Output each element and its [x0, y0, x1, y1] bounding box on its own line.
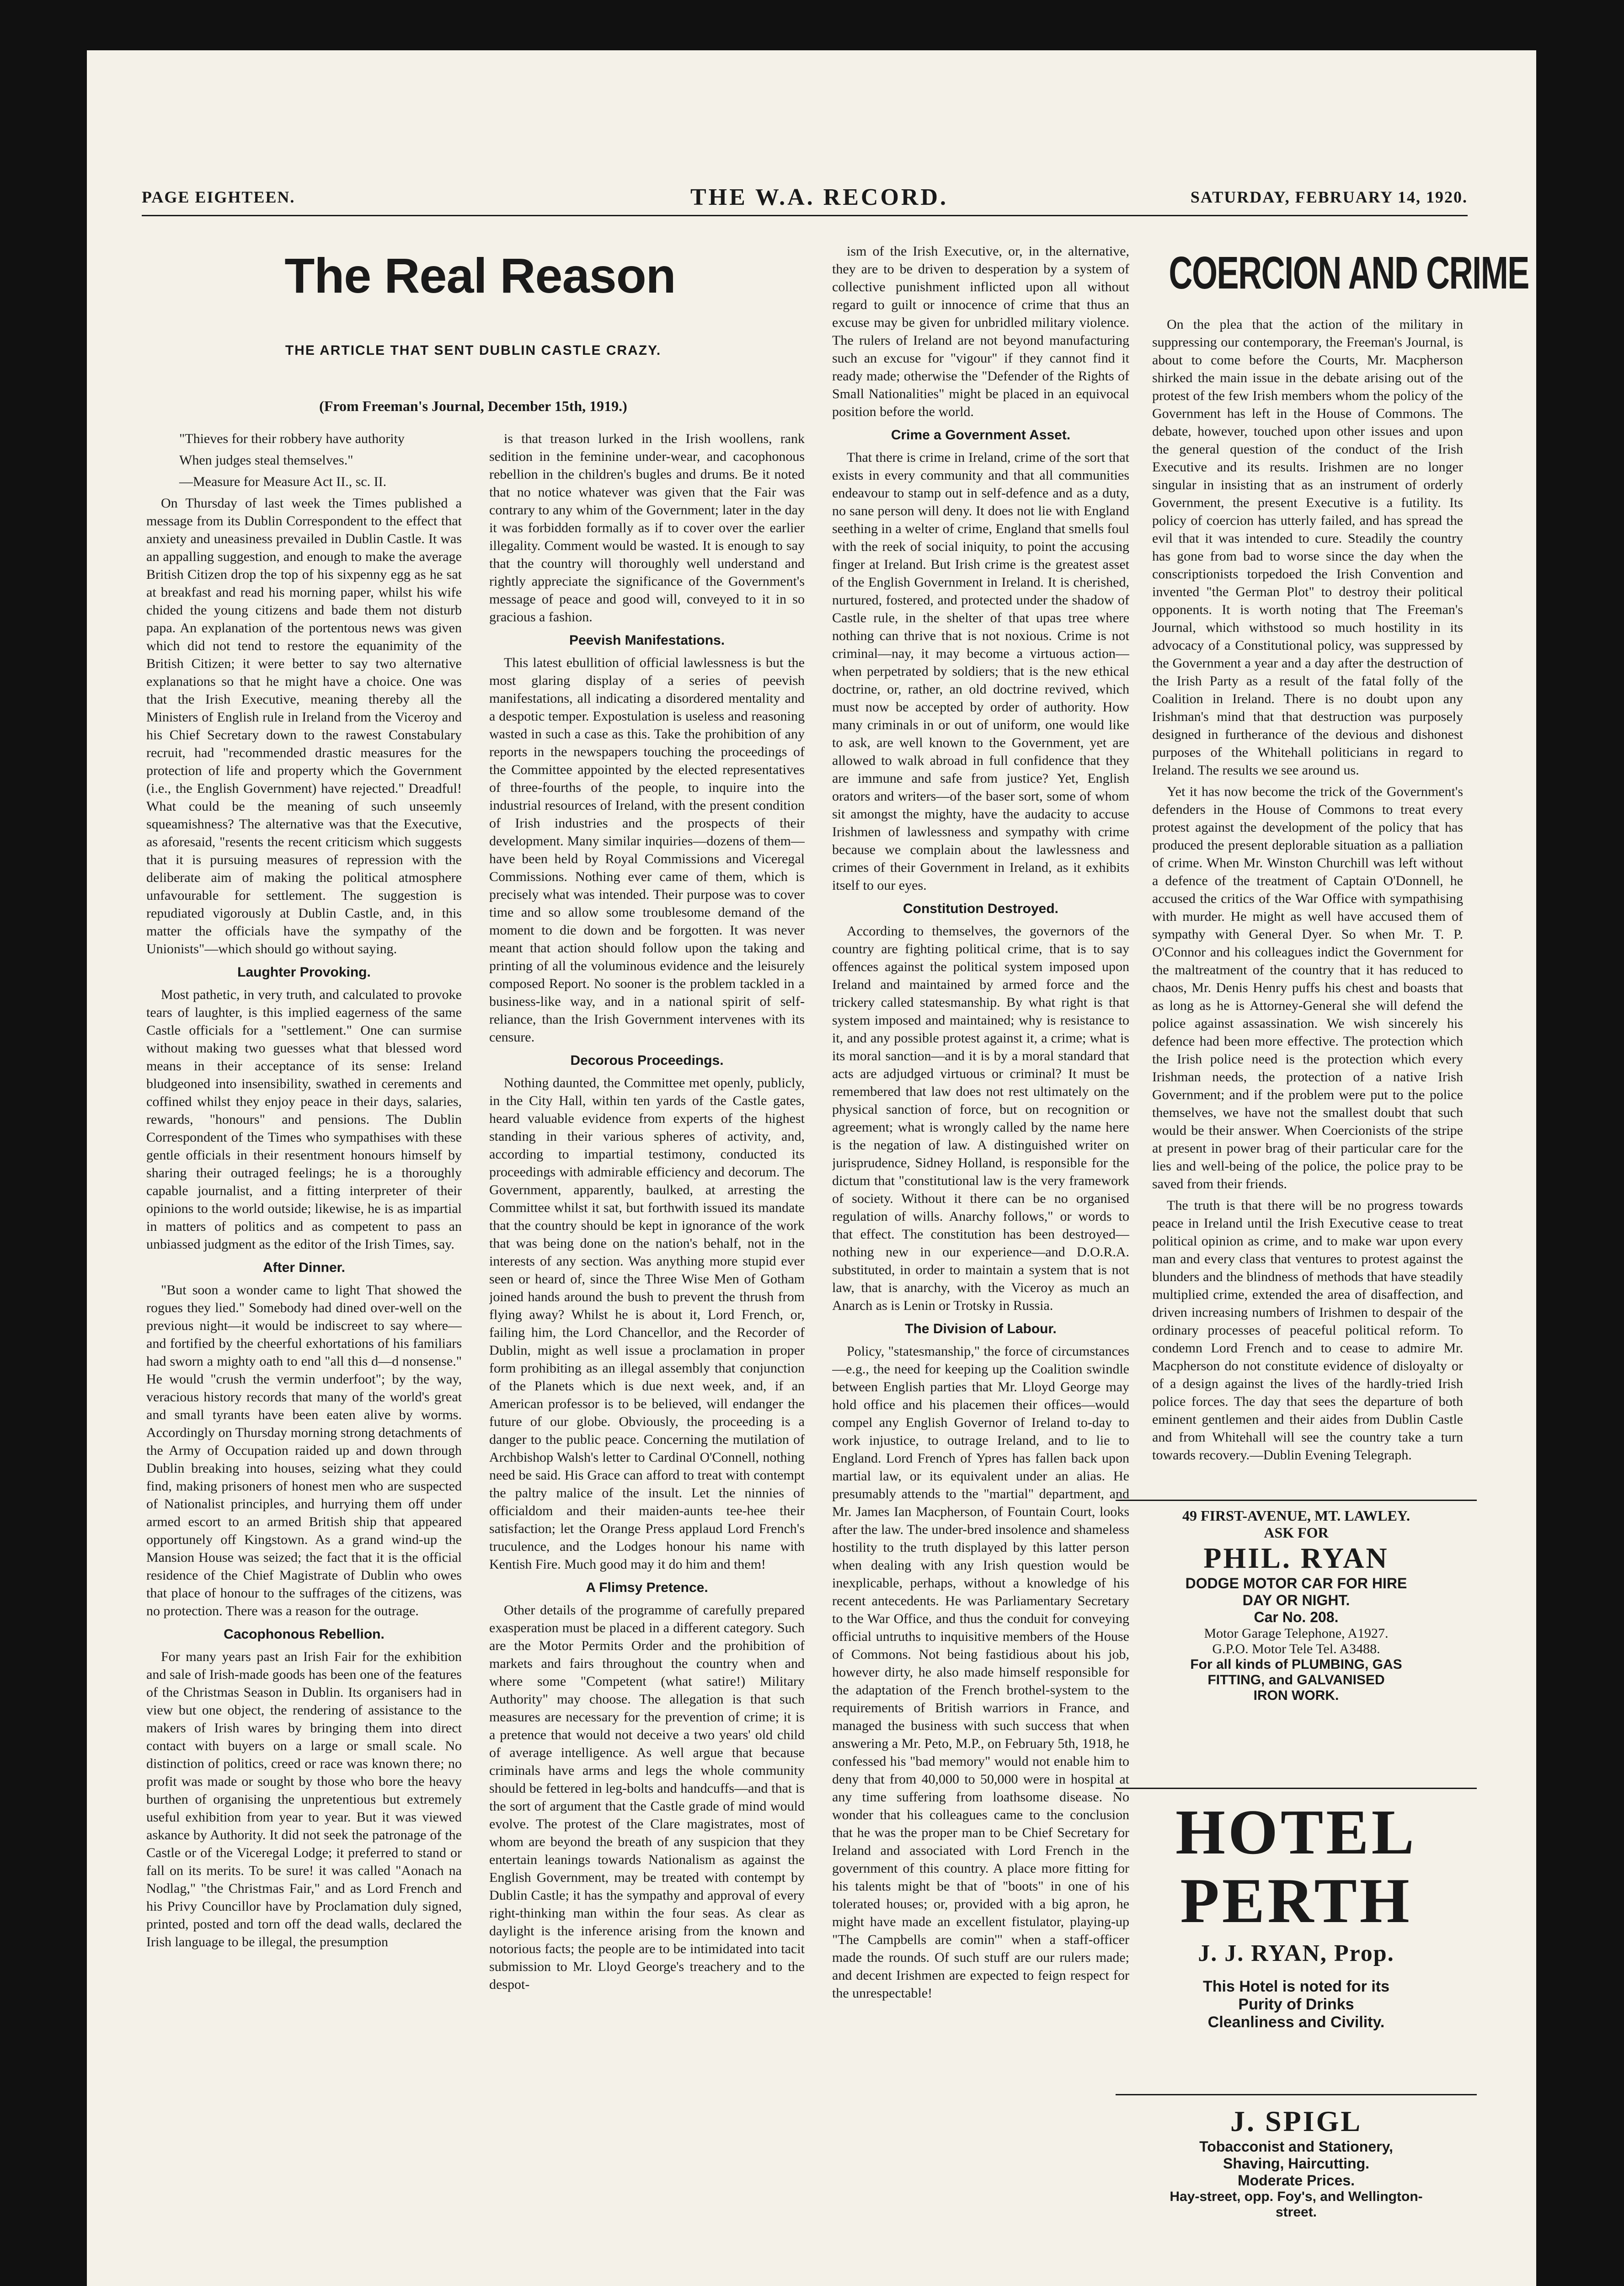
paragraph: "But soon a wonder came to light That showed the rogues they lied." Somebody had dined over-well on the previous night—it would be indiscreet to say where—and fortified by the cheerful exhortations of his familiars had sworn a mighty oath to end "all this d—d nonsense." He would "crush the vermin underfoot"; by the way, veracious history records that many of the world's great and small tyrants have been eaten alive by worms. Accordingly on Thursday morning strong detachments of the Army of Occupation raided up and down through Dublin breaking into houses, seizing what they could find, making prisoners of honest men who are suspected of Nationalist principles, and hurrying them off under armed escort to an armed British ship that appeared opportunely off Kingstown. As a grand wind-up the Mansion House was seized; the fact that it is the official residence of the Chief Magistrate of Dublin who owes that place of honour to the suffrages of the citizens, was no protection. There was a reason for the outrage. — [146, 1282, 462, 1618]
ad-spigl-name: J. SPIGL — [1230, 2105, 1362, 2137]
article-column-3 — [832, 242, 1129, 2286]
ad-line: For all kinds of PLUMBING, GAS — [1190, 1657, 1402, 1672]
newspaper-page — [87, 50, 1536, 2286]
ad-hotel-line: Cleanliness and Civility. — [1207, 2014, 1385, 2031]
paragraph: Yet it has now become the trick of the Government's defenders in the House of Commons to treat every protest against the development of the policy that has produced the present deplorable situation as a palliation of crime. When Mr. Winston Churchill was left without a defence of the treatment of Captain O'Donnell, he accused the critics of the War Office with sympathising with murder. He might as well have accused them of sympathy with General Dyer. So when Mr. T. P. O'Connor and his colleagues indict the Government for the maltreatment of the country that it has reduced to chaos, Mr. Denis Henry puffs his chest and boasts that as long as he is Attorney-General she will defend the police against assassination. We wish sincerely his defence had been more effective. The protection which the Irish police need is the protection which every Irishman needs, the protection of a native Irish Government; and if the problem were put to the police themselves, we have not the smallest doubt that such would be their answer. When Coercionists of the stripe at present in power brag of their particular care for the lies and well-being of the police, the police pray to be saved from their friends. — [1152, 784, 1463, 1191]
ad-spigl-line: Tobacconist and Stationery, — [1199, 2138, 1393, 2155]
paragraph: is that treason lurked in the Irish woollens, rank sedition in the feminine under-wear, and cacophonous rebellion in the children's bugles and drums. Be it noted that no notice whatever was given that the Fair was contrary to any whim of the Government; later in the day it was forbidden formally as if to cover over the earlier illegality. Comment would be wasted. It is enough to say that the country will thoroughly well understand and rightly appreciate the significance of the Government's message of peace and good will, conveyed to it in so gracious a fashion. — [489, 431, 805, 625]
coercion-headline: COERCION AND CRIME — [1169, 247, 1529, 299]
issue-date: SATURDAY, FEBRUARY 14, 1920. — [1190, 188, 1468, 206]
epigraph-line: When judges steal themselves." — [179, 453, 353, 468]
article-headline: The Real Reason — [284, 248, 676, 303]
article-column-2 — [489, 430, 805, 2286]
ad-hotel-line: HOTEL — [1175, 1797, 1417, 1868]
ad-spigl — [1116, 2094, 1477, 2220]
article-column-1 — [146, 430, 462, 2286]
article-deck: THE ARTICLE THAT SENT DUBLIN CASTLE CRAZY. — [285, 343, 662, 358]
ad-phil-ryan — [1116, 1500, 1477, 1704]
paper-title: THE W.A. RECORD. — [690, 184, 948, 210]
subheading: Constitution Destroyed. — [903, 901, 1058, 916]
paragraph: ism of the Irish Executive, or, in the alternative, they are to be driven to desperation by a system of collective punishment inflicted upon all without regard to guilt or innocence of crime that thus an excuse may be given for unbridled military violence. The rulers of Ireland are not beyond manufacturing such an excuse for "vigour" if they cannot find it ready made; otherwise the "Defender of the Rights of Small Nationalities" might be placed in an equivocal position before the world. — [832, 244, 1129, 419]
ad-hotel-line: This Hotel is noted for its — [1202, 1978, 1390, 1995]
article-source: (From Freeman's Journal, December 15th, 1919.) — [319, 398, 627, 414]
subheading: The Division of Labour. — [905, 1321, 1057, 1336]
ad-hotel-prop: J. J. RYAN, Prop. — [1198, 1940, 1394, 1966]
subheading: Peevish Manifestations. — [569, 633, 725, 648]
ad-ask: ASK FOR — [1264, 1524, 1329, 1541]
paragraph: Other details of the programme of carefully prepared exasperation must be placed in a different category. Such are the Motor Permits Order and the prohibition of markets and fairs throughout the country when and where some "Competent (what satire!) Military Authority" may choose. The allegation is that such measures are necessary for the prevention of crime; it is a pretence that would not deceive a two years' old child of average intelligence. As well argue that because criminals have arms and legs the whole community should be fettered in leg-bolts and handcuffs—and that is the sort of argument that the Castle grade of mind would evolve. The protest of the Clare magistrates, most of whom are beyond the breath of any suspicion that they entertain leanings towards Nationalism as against the English Government, may be treated with contempt by Dublin Castle; it has the sympathy and approval of every right-thinking man within the four seas. As clear as daylight is the inference arising from the known and notorious facts; the people are to be intimidated into tacit submission to Mr. Lloyd George's treachery and to the despot- — [489, 1602, 805, 1992]
ad-hotel-line: PERTH — [1180, 1865, 1412, 1936]
ad-line: G.P.O. Motor Tele Tel. A3488. — [1212, 1641, 1380, 1656]
paragraph: For many years past an Irish Fair for the exhibition and sale of Irish-made goods has been one of the features of the Christmas Season in Dublin. Its organisers had in view but one object, the rendering of assistance to the makers of Irish wares by bringing them into direct contact with buyers on a large or small scale. No distinction of politics, creed or race was known there; no profit was made or sought by those who bore the heavy burthen of organising the unpretentious but extremely useful exhibition from year to year. But it was viewed askance by Authority. It did not seek the patronage of the Castle or of the Viceregal Lodge; it preferred to stand or fall on its merits. To be sure! it was called "Aonach na Nodlag," "the Christmas Fair," and as Lord French and his Privy Councillor have by Proclamation duly signed, printed, posted and torn off the dead walls, declared the Irish language to be illegal, the presumption — [146, 1649, 462, 1950]
subheading: Cacophonous Rebellion. — [224, 1627, 385, 1642]
ad-line: FITTING, and GALVANISED — [1207, 1672, 1385, 1688]
paragraph: On Thursday of last week the Times published a message from its Dublin Correspondent to the effect that anxiety and uneasiness prevailed in Dublin Castle. It was an appalling suggestion, and enough to make the average British Citizen drop the top of his sixpenny egg as he sat at breakfast and read his morning paper, whilst his wife chided the young citizens and bade them not disturb papa. An explanation of the portentous news was given which did not tend to restore the equanimity of the British Citizen; it were better to say two alternative explanations so that he might have a choice. One was that the Irish Executive, meaning thereby all the Ministers of English rule in Ireland from the Viceroy and his Chief Secretary down to the rawest Constabulary recruit, had "recommended drastic measures for the protection of life and property which the Government (i.e., the English Government) have rejected." Dreadful! What could be the meaning of such unseemly squeamishness? The alternative was that the Executive, as aforesaid, "resents the recent criticism which suggests that it is pursuing measures of repression with the deliberate aim of making the political atmosphere unfavourable for settlement. The suggestion is repudiated vigorously at Dublin Castle, and, in this matter the officials have the sympathy of the Unionists"—which should go without saying. — [146, 496, 462, 956]
ad-address: 49 FIRST-AVENUE, MT. LAWLEY. — [1182, 1507, 1410, 1524]
ad-spigl-line: Hay-street, opp. Foy's, and Wellington- — [1170, 2189, 1423, 2204]
epigraph-line: —Measure for Measure Act II., sc. II. — [179, 474, 387, 489]
subheading: A Flimsy Pretence. — [586, 1580, 708, 1595]
ad-line: Motor Garage Telephone, A1927. — [1204, 1626, 1389, 1641]
paragraph: Nothing daunted, the Committee met openly, publicly, in the City Hall, within ten yards of the Castle gates, heard valuable evidence from experts of the highest standing in their various spheres of activity, and, according to impartial testimony, conducted its proceedings with admirable efficiency and decorum. The Government, apparently, baulked, at arresting the Committee whilst it sat, but forthwith issued its mandate that the country should be kept in ignorance of the work that was being done on the nation's behalf, not in the interests of any section. Was anything more stupid ever seen or heard of, since the Three Wise Men of Gotham joined hands around the bush to prevent the thrush from flying away? Whilst he is about it, Lord French, or, failing him, the Lord Chancellor, and the Recorder of Dublin, might as well issue a proclamation in proper form prohibiting as an illegal assembly that conjunction of the Planets which is due next week, and, if an American professor is to be believed, will endanger the future of our globe. Obviously, the proceeding is a danger to the public peace. Concerning the mutilation of Archbishop Walsh's letter to Cardinal O'Connell, nothing need be said. His Grace can afford to treat with contempt the paltry malice of the insult. Let the ninnies of officialdom and their maiden-aunts tee-hee their satisfaction; let the Orange Press applaud Lord French's truculence, and the Lodges honour his name with Kentish Fire. Much good may it do him and them! — [489, 1075, 805, 1572]
ad-line: DAY OR NIGHT. — [1242, 1592, 1350, 1608]
paragraph: On the plea that the action of the military in suppressing our contemporary, the Freeman's Journal, is about to come before the Courts, Mr. Macpherson shirked the main issue in the debate arising out of the protest of the few Irish members whom the policy of the Government has left in the House of Commons. The debate, however, touched upon other issues and upon the general question of the conduct of the Irish Executive and its results. Irishmen are no longer singular in insisting that as an instrument of orderly Government, the present Executive is a futility. Its policy of coercion has utterly failed, and has spread the evil that it was intended to cure. Steadily the country has gone from bad to worse since the day when the conscriptionists torpedoed the Irish Convention and invented "the German Plot" to destroy their political opponents. It is worth noting that The Freeman's Journal, which withstood so much hostility in its advocacy of a Constitutional policy, was suppressed by the Government a year and a day after the destruction of the Irish Party as a result of the fatal folly of the Coalition in Ireland. There is no doubt upon any Irishman's mind that that destruction was purposely designed in furtherance of the devious and dishonest purposes of the Whitehall politicians in regard to Ireland. The results we see around us. — [1152, 317, 1463, 778]
ad-spigl-line: Shaving, Haircutting. — [1223, 2155, 1370, 2172]
subheading: Crime a Government Asset. — [891, 427, 1071, 443]
ad-hotel-line: Purity of Drinks — [1238, 1996, 1354, 2013]
epigraph-line: "Thieves for their robbery have authority — [179, 431, 405, 446]
subheading: Decorous Proceedings. — [570, 1053, 724, 1068]
coercion-column — [1152, 315, 1463, 1486]
ad-spigl-line: Moderate Prices. — [1237, 2172, 1355, 2189]
ad-name: PHIL. RYAN — [1203, 1542, 1389, 1574]
paragraph: The truth is that there will be no progress towards peace in Ireland until the Irish Executive cease to treat political opinion as crime, and to make war upon every man and every class that ventures to protest against the blunders and the blindness of methods that have steadily multiplied crime, extended the area of disaffection, and driven increasing numbers of Irishmen to despair of the ordinary processes of peaceful political reform. To condemn Lord French and to cease to admire Mr. Macpherson do not constitute evidence of disloyalty or of a design against the lives of the hardly-tried Irish police forces. The day that sees the departure of both eminent gentlemen and their aides from Dublin Castle and from Whitehall will see the country take a turn towards recovery.—Dublin Evening Telegraph. — [1152, 1198, 1463, 1463]
ad-line: DODGE MOTOR CAR FOR HIRE — [1185, 1575, 1407, 1592]
paragraph: That there is crime in Ireland, crime of the sort that exists in every community and that all communities endeavour to stamp out in self-defence and as a duty, no sane person will deny. It does not lie with England seething in a welter of crime, England that smells foul with the reek of social iniquity, to point the accusing finger at Ireland. But Irish crime is the greatest asset of the English Government in Ireland. It is cherished, nurtured, fostered, and protected under the shadow of Castle rule, in the shelter of that upas tree where nothing can thrive that is not noxious. Crime is not criminal—nay, it may become a virtuous action—when perpetrated by soldiers; that is the new ethical doctrine, or, rather, an old doctrine revived, which must now be accepted by order of authority. How many criminals in or out of uniform, one would like to ask, are well known to the Government, yet are allowed to walk abroad in full confidence that they are immune and safe from justice? Yet, English orators and writers—of the baser sort, some of whom sit amongst the mighty, have the audacity to accuse Irishmen of lawlessness and sympathy with crime because we complain about the lawlessness and crimes of their Government in Ireland, as it exhibits itself to our eyes. — [832, 450, 1129, 893]
subheading: Laughter Provoking. — [237, 965, 371, 980]
subheading: After Dinner. — [262, 1260, 346, 1275]
paragraph: Most pathetic, in very truth, and calculated to provoke tears of laughter, is this implied eagerness of the same Castle officials for a "settlement." One can surmise without making two guesses what that blessed word means in their acceptance of its sense: Ireland bludgeoned into insensibility, swathed in cerements and coffined whilst they enjoy peace in their days, salaries, rewards, "honours" and pensions. The Dublin Correspondent of the Times who sympathises with these gentle officials in their resentment honours himself by sharing their outraged feelings; he is a thoroughly capable journalist, and a fitting interpreter of their opinions to the world outside; likewise, he is as impartial in matters of politics and as competent to pass an unbiassed judgment as the editor of the Irish Times, say. — [146, 987, 462, 1252]
ad-hotel-perth — [1116, 1788, 1477, 2031]
ad-spigl-line: street. — [1275, 2205, 1317, 2220]
masthead-rule — [142, 215, 1468, 216]
page-number: PAGE EIGHTEEN. — [142, 188, 295, 206]
paragraph: Policy, "statesmanship," the force of circumstances—e.g., the need for keeping up the Coalition swindle between English parties that Mr. Lloyd George may hold office and his placemen their offices—would compel any English Governor of Ireland to-day to work injustice, to outrage Ireland, and to lie to England. Lord French of Ypres has fallen back upon martial law, or its equivalent under an alias. He presumably attends to the "martial" department, and Mr. James Ian Macpherson, of Fountain Court, looks after the law. The under-bred insolence and shameless hostility to the truth displayed by this latter person when dealing with any Irish question would be inexplicable, perhaps, without a knowledge of his recent antecedents. He was Parliamentary Secretary to the War Office, and thus the conduit for conveying official untruths to inquisitive members of the House of Commons. Not being fastidious about his job, however dirty, he also made himself responsible for the adaptation of the French brothel-system to the requirements of British warriors in France, and managed the business with such success that when answering a Mr. Peto, M.P., on February 5th, 1918, he confessed his "bad memory" would not enable him to deny that from 40,000 to 50,000 were in hospital at any time suffering from loathsome disease. No wonder that his colleagues came to the conclusion that he was the proper man to be Chief Secretary for Ireland and associated with Lord French in the government of this country. A place more fitting for his talents might be that of "boots" in one of his tolerated houses; or, provided with a big apron, he might have made an excellent fistulator, playing-up "The Campbells are comin'" when a staff-officer made the rounds. Of such stuff are our rulers made; and decent Irishmen are expected to feign respect for the unrespectable! — [832, 1344, 1129, 2001]
ad-line: IRON WORK. — [1253, 1688, 1339, 1703]
ad-line: Car No. 208. — [1254, 1609, 1339, 1625]
paragraph: According to themselves, the governors of the country are fighting political crime, that is to say offences against the political system imposed upon Ireland and maintained by armed force and the trickery called statesmanship. By what right is that system imposed and maintained; why is resistance to it, and any possible protest against it, a crime; what is its moral sanction—and it is by a moral standard that acts are adjudged virtuous or criminal? It must be remembered that law does not rest ultimately on the physical sanction of force, but on recognition or agreement; what is wrongly called by the name here is the negation of law. A distinguished writer on jurisprudence, Sidney Holland, is responsible for the dictum that "constitutional law is the very framework of society. Without it there can be no organised regulation of wills. Anarchy follows," or words to that effect. The constitution has been destroyed—nothing new in our experience—and D.O.R.A. substituted, in order to maintain a system that is not law, that is anarchy, with the Viceroy as much an Anarch as is Lenin or Trotsky in Russia. — [832, 924, 1129, 1313]
paragraph: This latest ebullition of official lawlessness is but the most glaring display of a series of peevish manifestations, all indicating a disordered mentality and a despotic temper. Expostulation is useless and reasoning wasted in such a case as this. Take the prohibition of any reports in the newspapers touching the proceedings of the Committee appointed by the elected representatives of three-fourths of the people, to inquire into the industrial resources of Ireland, with the present condition of Irish industries and the prospects of their development. Many similar inquiries—dozens of them—have been held by Royal Commissions and Viceregal Commissions. Nothing ever came of them, which is precisely what was intended. Their purpose was to cover time and so allow some troublesome demand of the moment to die down and be forgotten. It was never meant that action should follow upon the taking and printing of all the voluminous evidence and the leisurely composed Report. No sooner is the problem tackled in a business-like way, and in a national spirit of self-reliance, than the Irish Government intervenes with its censure. — [489, 655, 805, 1045]
